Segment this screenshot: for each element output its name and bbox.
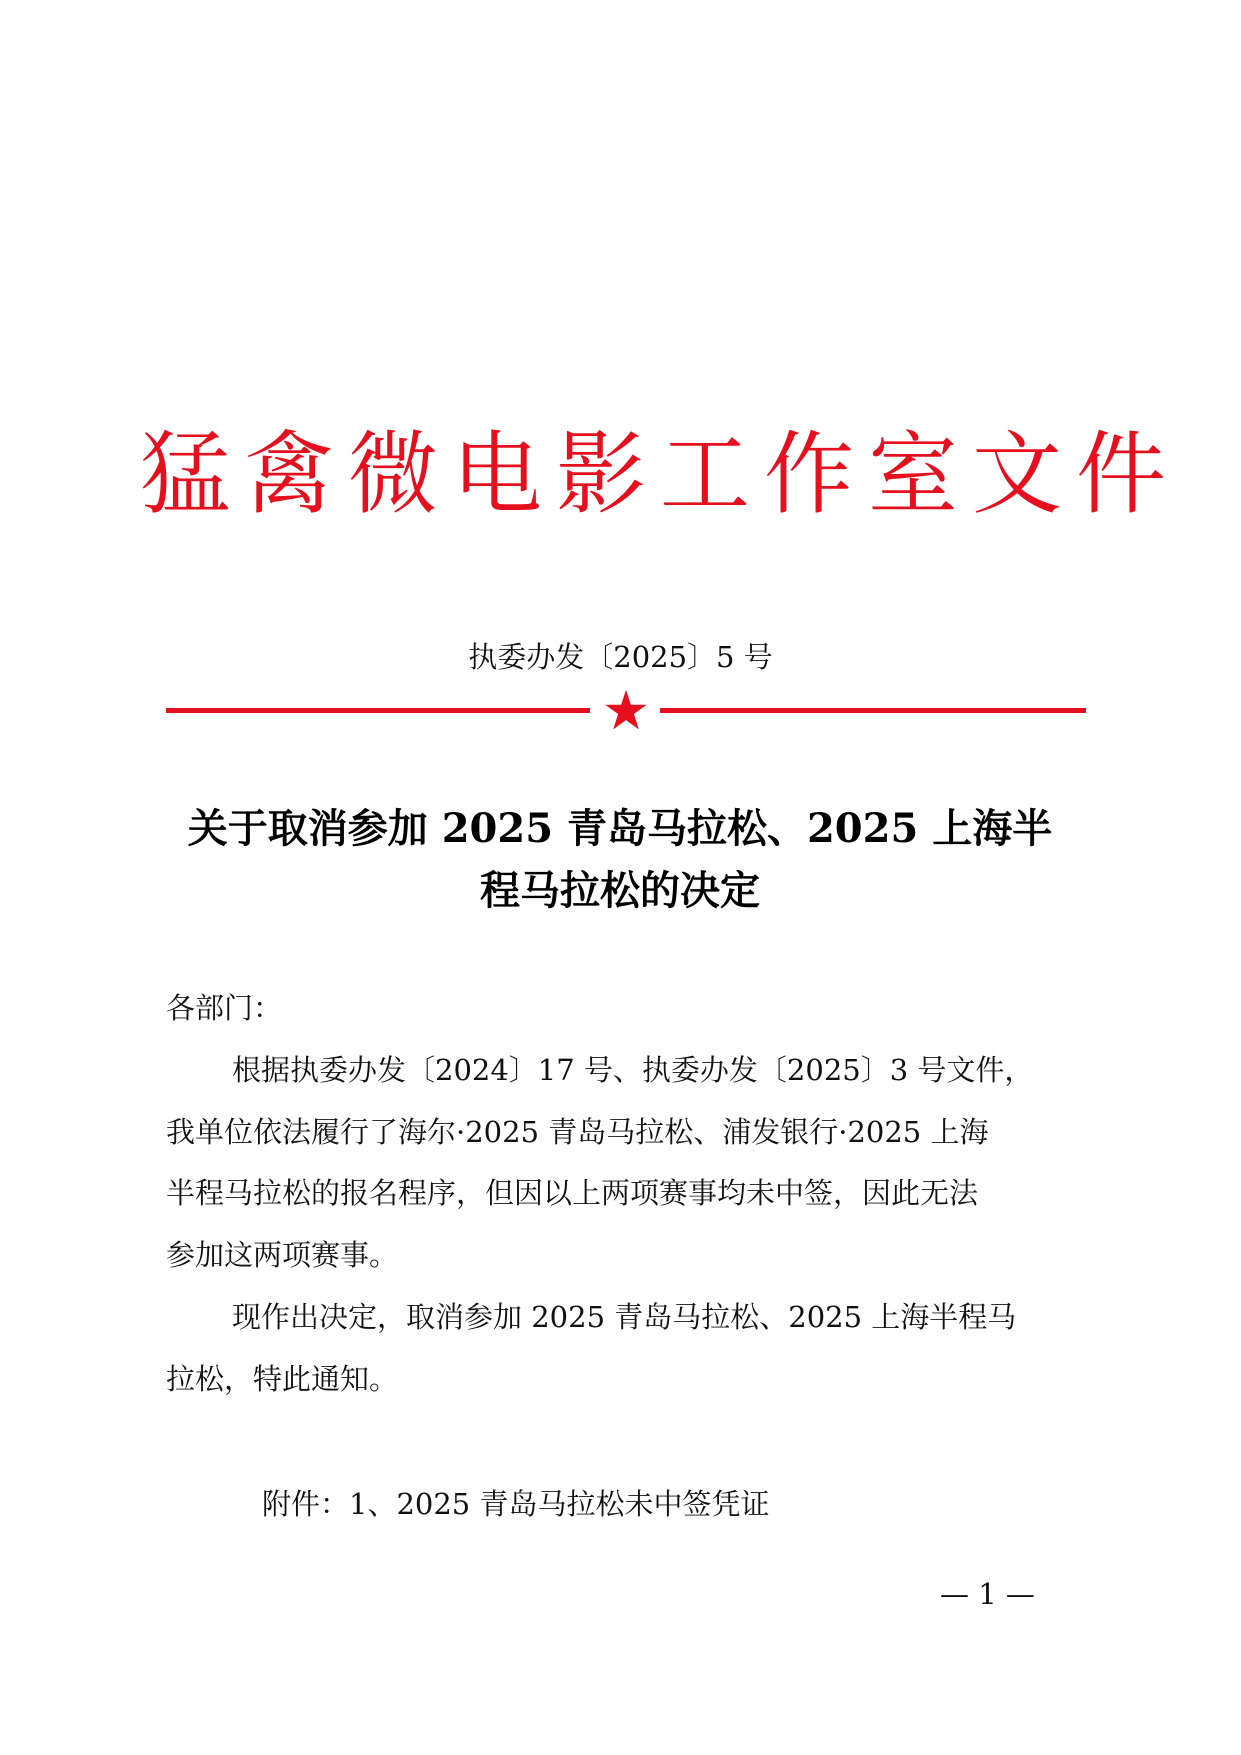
title-line-2: 程马拉松的决定 — [480, 867, 760, 914]
page-number: — 1 — — [940, 1577, 1035, 1611]
paragraph-1-line-1: 根据执委办发〔2024〕17 号、执委办发〔2025〕3 号文件， — [232, 1053, 1034, 1087]
document-title — [130, 798, 1110, 922]
paragraph-1-line-3: 半程马拉松的报名程序，但因以上两项赛事均未中签，因此无法 — [166, 1176, 979, 1210]
attachment-line: 附件：1、2025 青岛马拉松未中签凭证 — [262, 1487, 770, 1521]
red-divider-right — [660, 708, 1086, 713]
paragraph-1-line-2: 我单位依法履行了海尔·2025 青岛马拉松、浦发银行·2025 上海 — [166, 1115, 989, 1149]
red-star-icon — [604, 688, 648, 732]
org-header-title: 猛禽微电影工作室文件 — [140, 422, 1180, 527]
paragraph-2-line-1: 现作出决定，取消参加 2025 青岛马拉松、2025 上海半程马 — [232, 1300, 1017, 1334]
paragraph-1-line-4: 参加这两项赛事。 — [166, 1238, 399, 1272]
title-line-1: 关于取消参加 2025 青岛马拉松、2025 上海半 — [187, 805, 1053, 852]
red-divider-left — [166, 708, 590, 713]
paragraph-2-line-2: 拉松，特此通知。 — [166, 1362, 399, 1396]
document-number: 执委办发〔2025〕5 号 — [468, 640, 773, 674]
salutation: 各部门： — [166, 991, 283, 1025]
